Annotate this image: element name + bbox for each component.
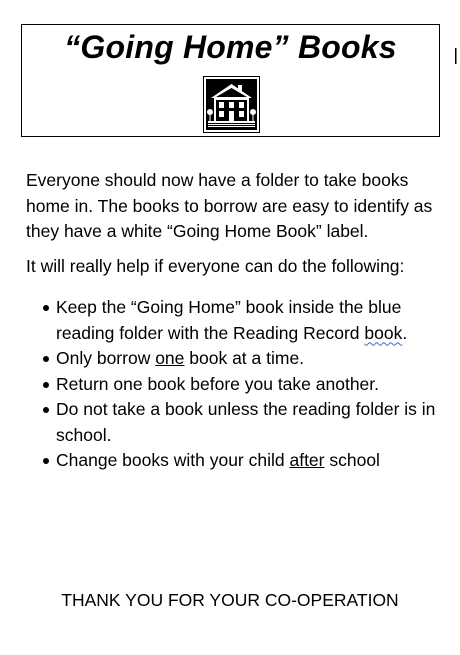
bullet-icon <box>43 382 49 388</box>
list-item: Do not take a book unless the reading folder is in school. <box>26 397 446 448</box>
list-item: Only borrow one book at a time. <box>26 346 446 372</box>
page-title: “Going Home” Books <box>64 29 397 65</box>
bullet-icon <box>43 407 49 413</box>
house-icon <box>203 76 260 133</box>
bullet-icon <box>43 458 49 464</box>
spellcheck-word: book <box>364 322 403 343</box>
footer-thanks: THANK YOU FOR YOUR CO-OPERATION <box>61 590 399 610</box>
underlined-word: one <box>155 348 185 368</box>
edge-mark <box>454 48 457 64</box>
list-item: Keep the “Going Home” book inside the blue reading folder with the Reading Record book. <box>26 295 446 346</box>
notice-content <box>26 168 446 474</box>
intro-paragraph-1: Everyone should now have a folder to take books home in. The books to borrow are easy to identify as they have a white “Going Home Book” label. <box>26 170 433 241</box>
list-item: Change books with your child after school <box>26 448 446 474</box>
bullet-icon <box>43 356 49 362</box>
instruction-list <box>26 295 446 474</box>
header-box <box>21 24 440 137</box>
list-item: Return one book before you take another. <box>26 372 446 398</box>
intro-paragraph-2: It will really help if everyone can do the following: <box>26 255 405 276</box>
bullet-icon <box>43 305 49 311</box>
underlined-word: after <box>289 450 325 470</box>
